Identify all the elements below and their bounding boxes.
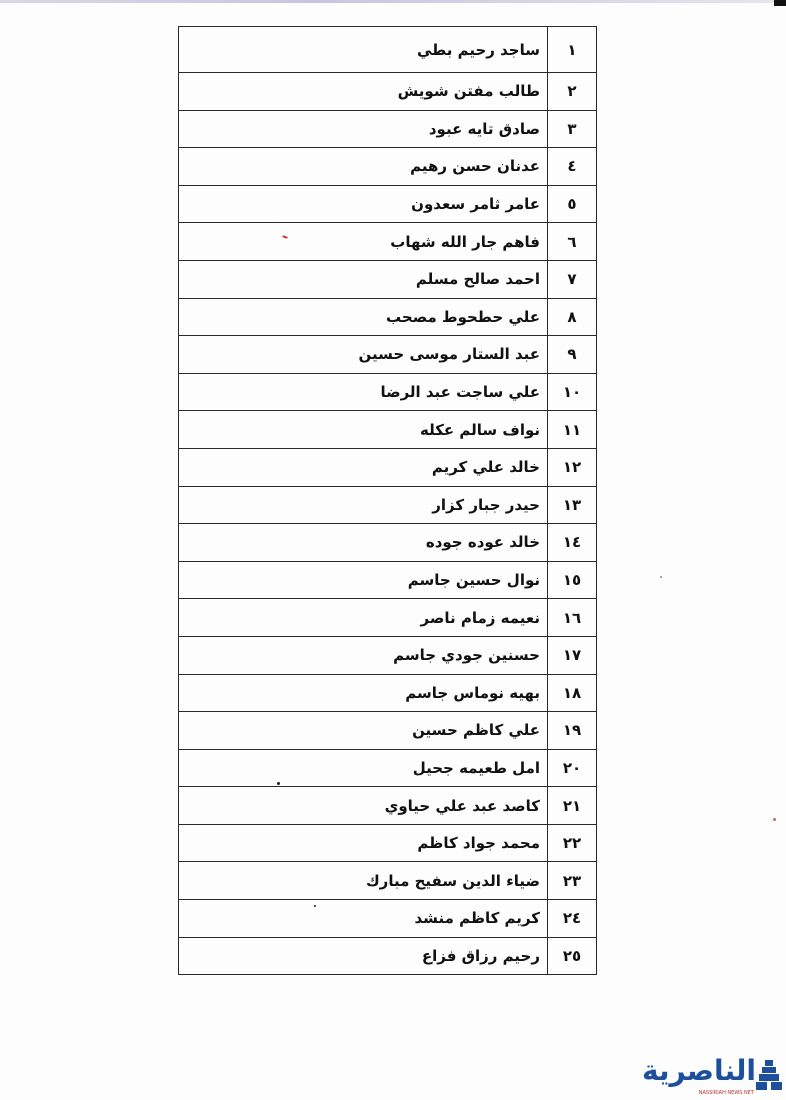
row-number: ١٢ [548,448,597,486]
row-name: حسنين جودي جاسم [179,636,548,674]
table-row [179,298,597,336]
table-row [179,749,597,787]
table-row [179,787,597,825]
row-name: حيدر جبار كزار [179,486,548,524]
table-row [179,524,597,562]
names-table-body [179,27,597,975]
watermark-logo [641,1054,782,1096]
scan-speck [660,576,662,578]
scan-top-edge [0,0,786,3]
table-row [179,336,597,374]
row-number: ٨ [548,298,597,336]
table-row [179,674,597,712]
table-row [179,185,597,223]
scan-speck [773,818,776,821]
table-row [179,937,597,975]
table-row [179,411,597,449]
row-number: ٣ [548,110,597,148]
row-name: كريم كاظم منشد [179,900,548,938]
row-number: ٢٣ [548,862,597,900]
table-row [179,27,597,73]
row-number: ٧ [548,260,597,298]
row-name: فاهم جار الله شهاب [179,223,548,261]
row-number: ٤ [548,148,597,186]
table-row [179,448,597,486]
row-number: ١٠ [548,373,597,411]
row-number: ٢٠ [548,749,597,787]
row-name: طالب مفتن شويش [179,73,548,111]
table-row [179,110,597,148]
row-number: ١٤ [548,524,597,562]
table-row [179,486,597,524]
row-name: احمد صالح مسلم [179,260,548,298]
row-number: ١٣ [548,486,597,524]
table-row [179,862,597,900]
row-number: ٥ [548,185,597,223]
row-name: محمد جواد كاظم [179,824,548,862]
row-number: ٢٤ [548,900,597,938]
row-number: ١١ [548,411,597,449]
row-name: ساجد رحيم بطي [179,27,548,73]
row-name: نواف سالم عكله [179,411,548,449]
table-row [179,636,597,674]
row-number: ٦ [548,223,597,261]
table-row [179,223,597,261]
row-name: علي ساجت عبد الرضا [179,373,548,411]
table-row [179,712,597,750]
row-number: ١٥ [548,561,597,599]
table-row [179,599,597,637]
row-name: خالد علي كريم [179,448,548,486]
row-number: ١٨ [548,674,597,712]
logo-subtext: NASSIRIAH NEWS NET [698,1090,754,1096]
row-number: ١٦ [548,599,597,637]
row-number: ٢٥ [548,937,597,975]
row-name: عبد الستار موسى حسين [179,336,548,374]
row-name: صادق تايه عبود [179,110,548,148]
table-row [179,824,597,862]
row-number: ٢ [548,73,597,111]
scan-corner-mark [774,0,786,6]
row-name: ضياء الدين سفيح مبارك [179,862,548,900]
scan-speck [314,905,316,907]
row-number: ٢٢ [548,824,597,862]
table-row [179,148,597,186]
table-row [179,900,597,938]
scan-speck [277,782,280,785]
row-name: بهيه نوماس جاسم [179,674,548,712]
row-name: علي كاظم حسين [179,712,548,750]
row-name: علي حطحوط مصحب [179,298,548,336]
table-row [179,73,597,111]
row-name: كاصد عبد علي حياوي [179,787,548,825]
row-name: عامر ثامر سعدون [179,185,548,223]
row-name: خالد عوده جوده [179,524,548,562]
row-number: ٩ [548,336,597,374]
row-name: عدنان حسن رهيم [179,148,548,186]
row-name: رحيم رزاق فزاع [179,937,548,975]
row-number: ٢١ [548,787,597,825]
row-number: ١٩ [548,712,597,750]
row-name: نوال حسين جاسم [179,561,548,599]
logo-text: الناصرية [641,1054,756,1087]
names-table [178,26,597,975]
table-row [179,373,597,411]
row-number: ١٧ [548,636,597,674]
row-name: امل طعيمه جحيل [179,749,548,787]
table-row [179,260,597,298]
row-number: ١ [548,27,597,73]
row-name: نعيمه زمام ناصر [179,599,548,637]
ziggurat-logo-icon [756,1058,782,1092]
table-row [179,561,597,599]
